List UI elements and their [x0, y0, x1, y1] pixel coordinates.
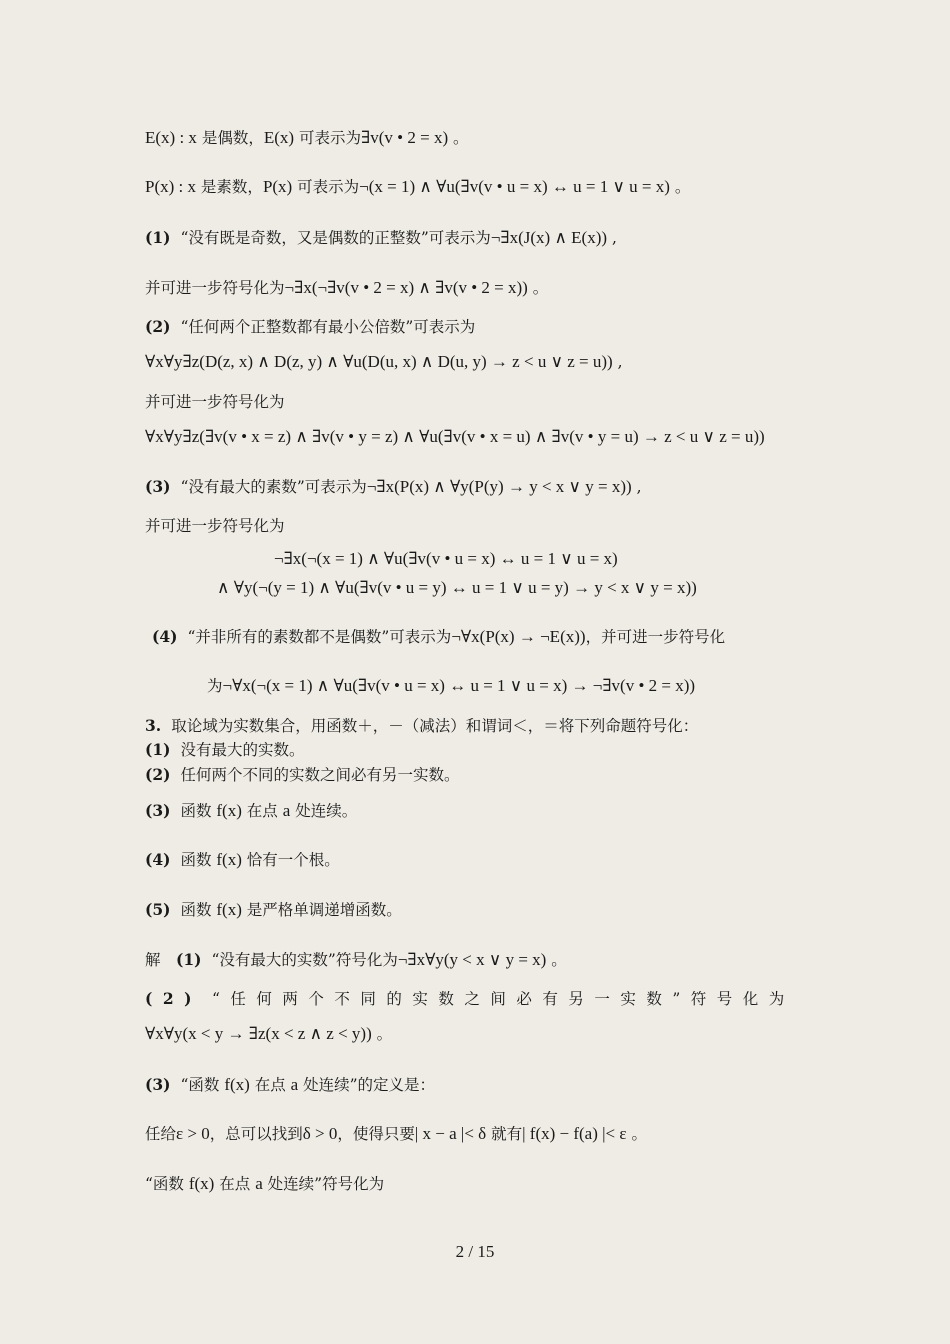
item-number: 3.: [145, 716, 162, 735]
item-number: (3): [145, 477, 171, 496]
text-segment: “并非所有的素数都不是偶数”可表示为: [187, 628, 452, 646]
text-segment: 。: [527, 279, 549, 297]
text-line: [145, 949, 567, 971]
text-segment: 任何两个不同的实数之间必有另一实数。: [180, 766, 460, 784]
formula: ∧ ∀y(¬(y = 1) ∧ ∀u(∃v(v • u = y) ↔ u = 1 ∨ u = y) → y < x ∨ y = x)): [217, 578, 697, 597]
text-line: [145, 351, 623, 373]
formula: ¬(x = 1) ∧ ∀u(∃v(v • u = x) ↔ u = 1 ∨ u = x): [359, 177, 670, 196]
item-number: (5): [145, 900, 171, 919]
formula: a: [255, 1174, 263, 1193]
text-line: [145, 515, 285, 537]
formula: ¬∀x(¬(x = 1) ∧ ∀u(∃v(v • u = x) ↔ u = 1 ∨ u = x) → ¬∃v(v • 2 = x)): [222, 676, 696, 695]
text-segment: 是严格单调递增函数。: [241, 901, 402, 919]
formula: ¬∃x(¬∃v(v • 2 = x) ∧ ∃v(v • 2 = x)): [284, 278, 528, 297]
text-segment: 。: [371, 1025, 393, 1043]
text-line: [145, 988, 795, 1010]
text-segment: 解: [145, 951, 177, 969]
formula: | x − a |< δ: [414, 1124, 487, 1143]
text-segment: 并可进一步符号化为: [145, 517, 285, 535]
text-segment: “任何两个不同的实数之间必有另一实数”符号化为: [211, 990, 795, 1008]
item-number: (1): [145, 740, 171, 759]
text-segment: “没有既是奇数，又是偶数的正整数”可表示为: [180, 229, 491, 247]
text-line: [152, 626, 725, 648]
text-segment: 在点: [241, 802, 283, 820]
formula: ¬∃x(J(x) ∧ E(x)): [490, 228, 608, 247]
text-segment: 。: [448, 129, 469, 147]
formula: | f(x) − f(a) |< ε: [522, 1124, 627, 1143]
item-number: (2): [145, 765, 171, 784]
formula: ∀x∀y∃z(D(z, x) ∧ D(z, y) ∧ ∀u(D(u, x) ∧ D(u, y) → z < u ∨ z = u)): [145, 352, 613, 371]
text-line: [145, 1123, 647, 1145]
text-line: [207, 675, 695, 697]
text-segment: 。: [626, 1125, 647, 1143]
text-line: [145, 800, 357, 822]
text-segment: ，并可进一步符号化: [585, 628, 726, 646]
text-line: [145, 1173, 384, 1195]
text-segment: “没有最大的素数”可表示为: [180, 478, 367, 496]
text-line: [145, 176, 690, 198]
formula: a: [290, 1075, 299, 1094]
text-segment: ,: [607, 229, 617, 247]
formula: ∃v(v • 2 = x): [361, 128, 449, 147]
formula: P(x): [262, 177, 293, 196]
text-segment: 可表示为: [294, 129, 362, 147]
text-segment: 是素数，: [196, 178, 263, 196]
text-segment: “没有最大的实数”符号化为: [211, 951, 398, 969]
text-segment: 。: [669, 178, 691, 196]
formula: ¬∃x(P(x) ∧ ∀y(P(y) → y < x ∨ y = x)): [366, 477, 632, 496]
text-segment: ，使得只要: [337, 1125, 415, 1143]
text-line: [274, 548, 618, 570]
text-segment: 恰有一个根。: [241, 851, 340, 869]
text-line: [145, 764, 459, 786]
text-line: [145, 899, 402, 921]
formula: f(x): [216, 900, 242, 919]
item-number: (2): [145, 317, 171, 336]
text-line: [217, 577, 697, 599]
formula: ¬∃x∀y(y < x ∨ y = x): [397, 950, 547, 969]
text-segment: 函数: [180, 901, 217, 919]
text-segment: “任何两个正整数都有最小公倍数”可表示为: [180, 318, 476, 336]
text-line: [145, 476, 642, 498]
text-segment: 并可进一步符号化为: [145, 393, 285, 411]
formula: f(x): [216, 850, 242, 869]
text-segment: 函数: [180, 851, 217, 869]
text-segment: 在点: [249, 1076, 291, 1094]
text-line: [145, 849, 340, 871]
text-segment: 可表示为: [292, 178, 360, 196]
text-segment: ,: [612, 353, 623, 371]
formula: E(x): [263, 128, 295, 147]
text-segment: 处连续。: [290, 802, 358, 820]
formula: f(x): [224, 1075, 250, 1094]
item-number: (3): [145, 1075, 171, 1094]
formula: ¬∀x(P(x) → ¬E(x)): [451, 627, 586, 646]
text-segment: 在点: [214, 1175, 256, 1193]
text-segment: 并可进一步符号化为: [145, 279, 285, 297]
text-segment: 处连续”的定义是：: [298, 1076, 436, 1094]
item-number: (2): [145, 989, 202, 1008]
text-segment: “函数: [180, 1076, 225, 1094]
text-line: [145, 739, 304, 761]
formula: ∀x∀y∃z(∃v(v • x = z) ∧ ∃v(v • y = z) ∧ ∀u(∃v(v • x = u) ∧ ∃v(v • y = u) → z < u ∨ z = u)): [145, 427, 765, 446]
formula: E(x) : x: [145, 128, 197, 147]
text-line: [145, 715, 698, 737]
formula: ¬∃x(¬(x = 1) ∧ ∀u(∃v(v • u = x) ↔ u = 1 ∨ u = x): [274, 549, 618, 568]
text-line: [145, 1023, 392, 1045]
page-number: 2 / 15: [455, 1242, 495, 1261]
item-number: (4): [145, 850, 171, 869]
text-segment: 取论域为实数集合，用函数＋，－（减法）和谓词＜，＝将下列命题符号化：: [171, 717, 699, 735]
text-segment: 没有最大的实数。: [180, 741, 305, 759]
text-segment: “函数: [145, 1175, 189, 1193]
text-segment: 。: [546, 951, 567, 969]
text-segment: ,: [631, 478, 642, 496]
text-segment: 就有: [486, 1125, 523, 1143]
text-segment: 是偶数，: [196, 129, 264, 147]
item-number: (1): [176, 950, 202, 969]
item-number: (1): [145, 228, 171, 247]
text-line: [145, 227, 617, 249]
formula: δ > 0: [302, 1124, 338, 1143]
text-segment: 函数: [180, 802, 217, 820]
text-line: [145, 127, 469, 149]
text-line: [145, 277, 548, 299]
formula: P(x) : x: [145, 177, 196, 196]
formula: a: [282, 801, 291, 820]
text-line: [145, 316, 475, 338]
text-line: [145, 426, 765, 448]
formula: ∀x∀y(x < y → ∃z(x < z ∧ z < y)): [145, 1024, 372, 1043]
formula: ε > 0: [176, 1124, 210, 1143]
text-line: [145, 391, 285, 413]
text-segment: 为: [207, 677, 223, 695]
formula: f(x): [216, 801, 242, 820]
text-segment: ，总可以找到: [209, 1125, 303, 1143]
text-segment: 处连续”符号化为: [262, 1175, 385, 1193]
item-number: (3): [145, 801, 171, 820]
text-segment: 任给: [145, 1125, 177, 1143]
formula: f(x): [188, 1174, 215, 1193]
item-number: (4): [152, 627, 178, 646]
text-line: [145, 1074, 435, 1096]
